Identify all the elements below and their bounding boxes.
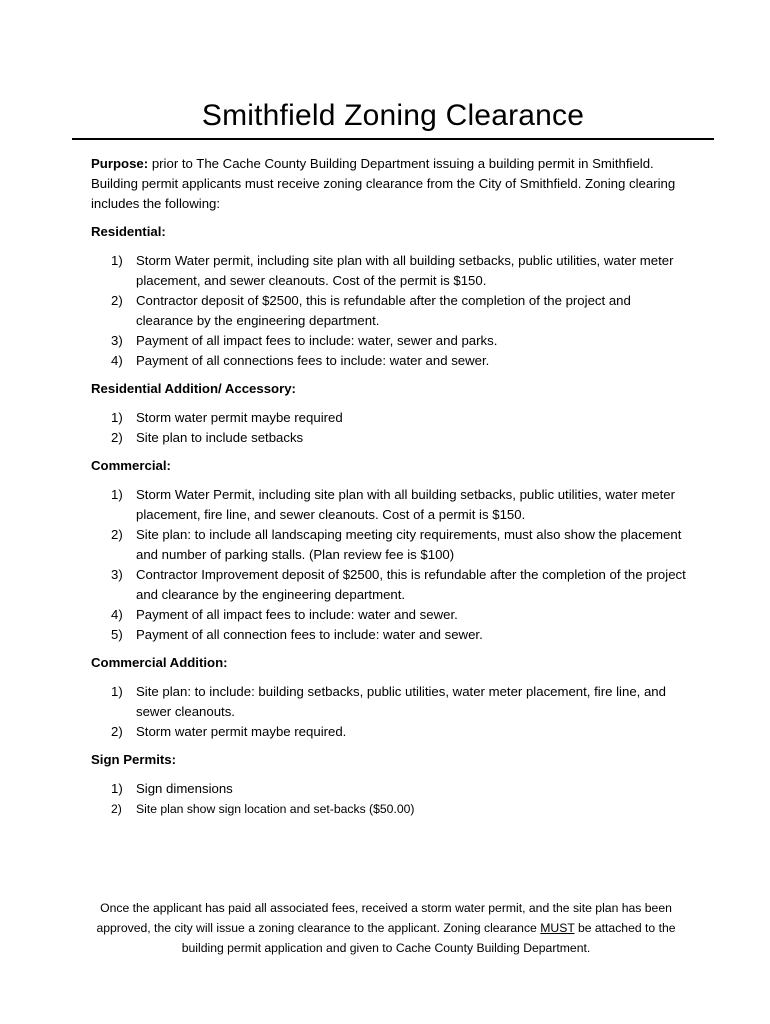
item-number: 1) xyxy=(111,253,123,268)
item-text: Storm water permit maybe required xyxy=(136,410,343,425)
section-residential xyxy=(91,222,691,371)
purpose-label: Purpose: xyxy=(91,156,149,171)
list-item xyxy=(91,625,691,645)
list-item xyxy=(91,722,691,742)
item-text: Payment of all connection fees to include: water and sewer. xyxy=(136,627,483,642)
item-number: 4) xyxy=(111,607,123,622)
item-number: 2) xyxy=(111,293,123,308)
requirement-list xyxy=(91,779,691,819)
purpose-paragraph xyxy=(91,154,691,214)
list-item xyxy=(91,799,691,819)
item-number: 1) xyxy=(111,781,123,796)
closing-note-text-end: be attached to the building permit application and given to Cache County Building Department. xyxy=(181,921,676,956)
purpose-text: prior to The Cache County Building Department issuing a building permit in Smithfield. Building permit applicants must receive zoning clearance from the City of Smithfield. Zoning clearing includes the following: xyxy=(91,156,676,211)
section-heading: Sign Permits: xyxy=(91,752,177,767)
item-number: 1) xyxy=(111,410,123,425)
item-text: Contractor Improvement deposit of $2500, this is refundable after the completion of the project and clearance by the engineering department. xyxy=(136,567,686,602)
list-item xyxy=(91,525,691,565)
item-text: Site plan show sign location and set-backs ($50.00) xyxy=(136,802,415,816)
item-text: Site plan: to include all landscaping meeting city requirements, must also show the placement and number of parking stalls. (Plan review fee is $100) xyxy=(136,527,682,562)
document-body xyxy=(91,154,691,827)
item-number: 3) xyxy=(111,567,123,582)
list-item xyxy=(91,605,691,625)
item-text: Storm Water permit, including site plan with all building setbacks, public utilities, water meter placement, and sewer cleanouts. Cost of the permit is $150. xyxy=(136,253,674,288)
item-number: 3) xyxy=(111,333,123,348)
requirement-list xyxy=(91,408,691,448)
section-residential-addition xyxy=(91,379,691,448)
item-text: Storm Water Permit, including site plan with all building setbacks, public utilities, water meter placement, fire line, and sewer cleanouts. Cost of a permit is $150. xyxy=(136,487,675,522)
item-text: Site plan to include setbacks xyxy=(136,430,304,445)
list-item xyxy=(91,428,691,448)
item-number: 2) xyxy=(111,430,123,445)
list-item xyxy=(91,485,691,525)
section-sign-permits xyxy=(91,750,691,819)
requirement-list xyxy=(91,682,691,742)
list-item xyxy=(91,291,691,331)
section-heading: Commercial Addition: xyxy=(91,655,228,670)
item-text: Storm water permit maybe required. xyxy=(136,724,347,739)
item-text: Payment of all connections fees to include: water and sewer. xyxy=(136,353,490,368)
list-item xyxy=(91,565,691,605)
list-item xyxy=(91,408,691,428)
item-text: Sign dimensions xyxy=(136,781,233,796)
section-heading: Residential: xyxy=(91,224,166,239)
item-number: 2) xyxy=(111,802,122,816)
closing-note-text: Once the applicant has paid all associated fees, received a storm water permit, and the site plan has been approved, the city will issue a zoning clearance to the applicant. Zoning clearance xyxy=(96,901,672,936)
section-heading: Commercial: xyxy=(91,458,171,473)
list-item xyxy=(91,351,691,371)
must-emphasis: MUST xyxy=(540,921,575,936)
list-item xyxy=(91,779,691,799)
section-commercial xyxy=(91,456,691,645)
item-text: Site plan: to include: building setbacks, public utilities, water meter placement, fire line, and sewer cleanouts. xyxy=(136,684,666,719)
item-number: 5) xyxy=(111,627,123,642)
item-number: 1) xyxy=(111,487,123,502)
item-number: 2) xyxy=(111,724,123,739)
list-item xyxy=(91,331,691,351)
requirement-list xyxy=(91,251,691,371)
item-text: Contractor deposit of $2500, this is refundable after the completion of the project and clearance by the engineering department. xyxy=(136,293,631,328)
list-item xyxy=(91,251,691,291)
closing-note xyxy=(96,898,676,958)
title-block xyxy=(72,96,714,140)
requirement-list xyxy=(91,485,691,645)
page-title: Smithfield Zoning Clearance xyxy=(201,99,585,132)
list-item xyxy=(91,682,691,722)
section-commercial-addition xyxy=(91,653,691,742)
section-heading: Residential Addition/ Accessory: xyxy=(91,381,296,396)
item-number: 1) xyxy=(111,684,123,699)
item-number: 2) xyxy=(111,527,123,542)
item-number: 4) xyxy=(111,353,123,368)
item-text: Payment of all impact fees to include: water, sewer and parks. xyxy=(136,333,498,348)
item-text: Payment of all impact fees to include: water and sewer. xyxy=(136,607,458,622)
